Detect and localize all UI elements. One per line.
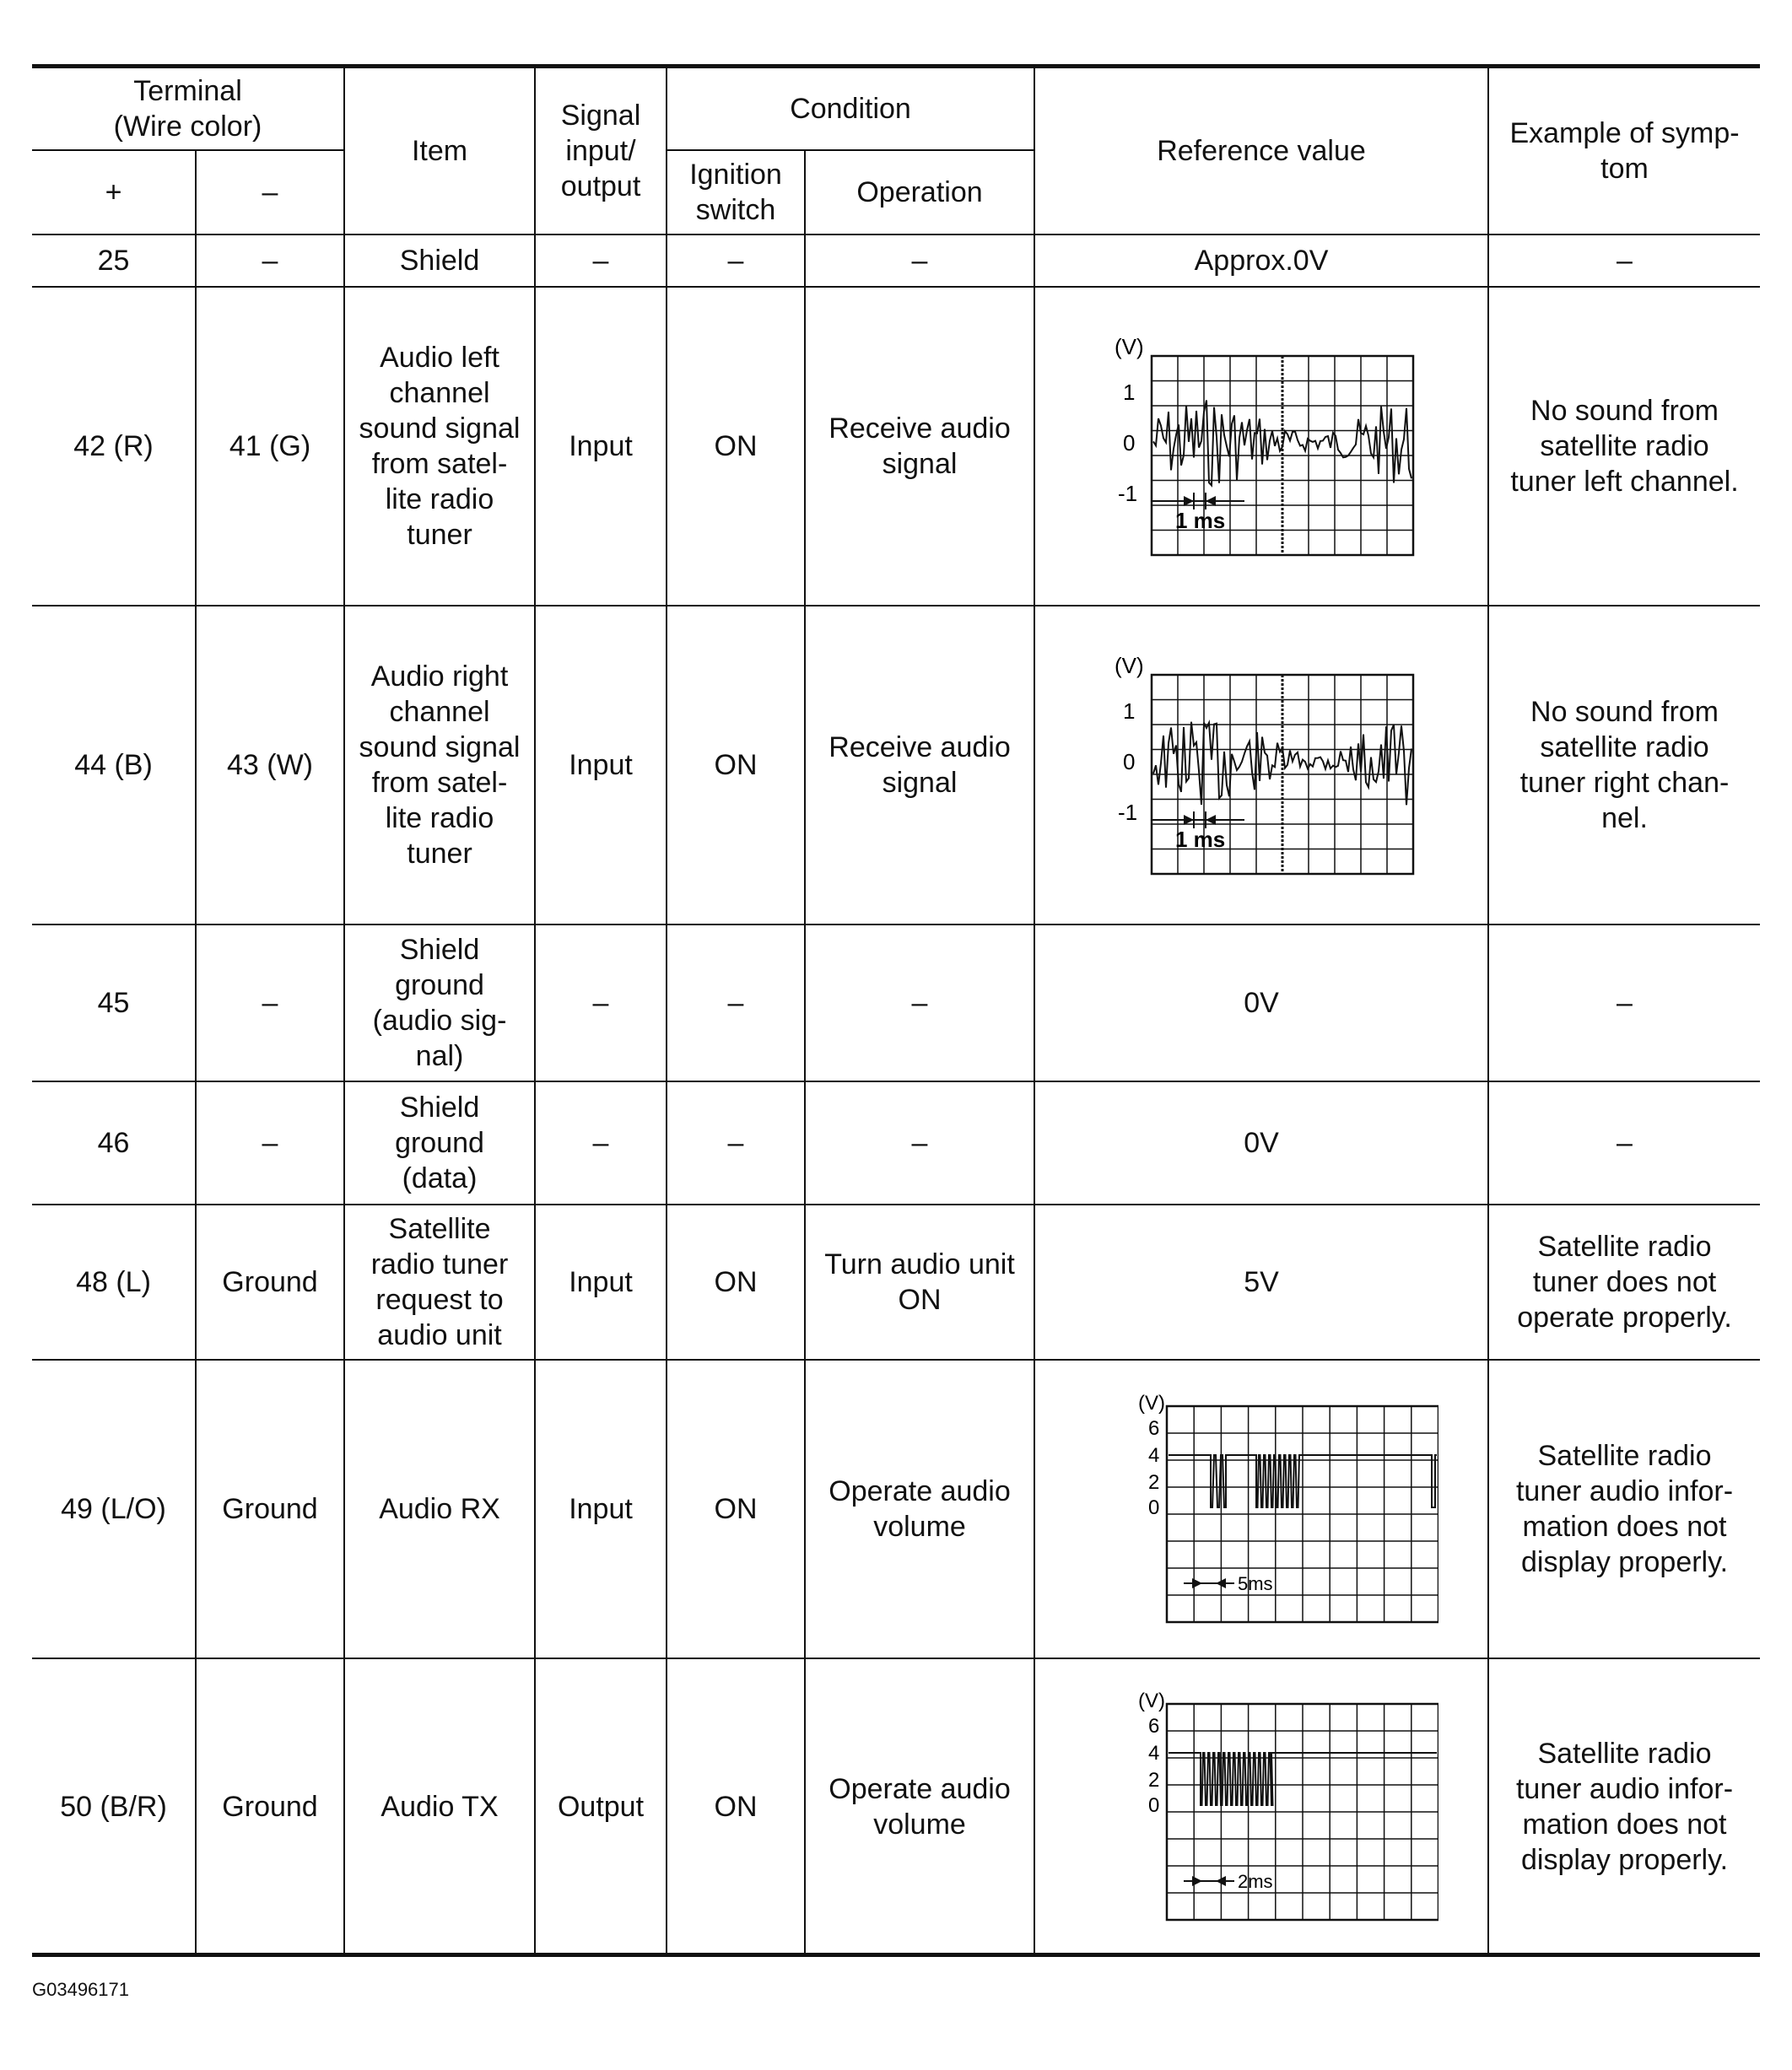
waveform-unit: (V) (1138, 1392, 1166, 1415)
cell-item: Satellite radio tuner request to audio unit (344, 1205, 535, 1360)
waveform-y-tick: 0 (1123, 430, 1136, 456)
cell-operation: Operate audio volume (805, 1360, 1034, 1658)
cell-io: Input (535, 1360, 667, 1658)
cell-reference-waveform (1034, 1360, 1488, 1658)
top-rule (32, 64, 1760, 68)
figure-id: G03496171 (32, 1979, 129, 2000)
cell-item: Shield ground (data) (344, 1081, 535, 1205)
cell-minus: – (196, 1081, 344, 1205)
cell-minus: – (196, 924, 344, 1081)
cell-operation: Operate audio volume (805, 1658, 1034, 1954)
cell-plus: 49 (L/O) (32, 1360, 196, 1658)
cell-symptom: – (1488, 924, 1760, 1081)
waveform-scale: 1 ms (1175, 508, 1226, 533)
table-row (32, 1205, 1760, 1360)
cell-io: Output (535, 1658, 667, 1954)
cell-reference: Approx.0V (1034, 234, 1488, 287)
cell-operation: – (805, 234, 1034, 287)
cell-operation: Turn audio unit ON (805, 1205, 1034, 1360)
waveform-y-tick: 6 (1148, 1417, 1160, 1440)
cell-minus: – (196, 234, 344, 287)
waveform-grid (1167, 1704, 1438, 1920)
cell-io: Input (535, 606, 667, 924)
cell-item: Shield (344, 234, 535, 287)
header-plus: + (32, 150, 196, 234)
cell-io: Input (535, 287, 667, 606)
header-example-of-symptom: Example of symp- tom (1488, 68, 1760, 234)
cell-reference: 5V (1034, 1205, 1488, 1360)
cell-reference-waveform (1034, 1658, 1488, 1954)
table-row (32, 924, 1760, 1081)
cell-reference: 0V (1034, 1081, 1488, 1205)
header-terminal: Terminal (Wire color) (32, 68, 344, 150)
waveform-y-tick: 2 (1148, 1768, 1160, 1792)
table-row (32, 1658, 1760, 1954)
cell-ignition: ON (667, 287, 805, 606)
header-reference-value: Reference value (1034, 68, 1488, 234)
bottom-rule (32, 1953, 1760, 1957)
cell-ignition: ON (667, 1205, 805, 1360)
cell-ignition: ON (667, 1360, 805, 1658)
waveform-y-tick: 0 (1148, 1496, 1160, 1519)
cell-reference: 0V (1034, 924, 1488, 1081)
waveform-grid (1167, 1406, 1438, 1622)
cell-plus: 45 (32, 924, 196, 1081)
cell-io: Input (535, 1205, 667, 1360)
waveform-y-tick: -1 (1118, 800, 1138, 825)
terminal-table-frame (32, 64, 1760, 1954)
waveform-y-tick: 0 (1123, 749, 1136, 774)
waveform-y-tick: 6 (1148, 1714, 1160, 1738)
cell-minus: Ground (196, 1205, 344, 1360)
cell-plus: 42 (R) (32, 287, 196, 606)
cell-ignition: – (667, 234, 805, 287)
cell-minus: Ground (196, 1360, 344, 1658)
waveform-unit: (V) (1115, 334, 1144, 359)
waveform-scale: 1 ms (1175, 827, 1226, 852)
cell-operation: – (805, 1081, 1034, 1205)
cell-ignition: ON (667, 1658, 805, 1954)
cell-plus: 46 (32, 1081, 196, 1205)
cell-item: Audio RX (344, 1360, 535, 1658)
table-row (32, 1081, 1760, 1205)
cell-ignition: – (667, 1081, 805, 1205)
cell-ignition: ON (667, 606, 805, 924)
header-signal-io: Signal input/ output (535, 68, 667, 234)
cell-item: Audio right channel sound signal from satel- lite radio tuner (344, 606, 535, 924)
cell-plus: 48 (L) (32, 1205, 196, 1360)
cell-item: Audio left channel sound signal from satel- lite radio tuner (344, 287, 535, 606)
waveform-unit: (V) (1115, 653, 1144, 678)
waveform-scale: 2ms (1238, 1870, 1273, 1892)
header-item: Item (344, 68, 535, 234)
waveform-audio-left (1084, 332, 1438, 560)
waveform-y-tick: -1 (1118, 481, 1138, 506)
cell-plus: 50 (B/R) (32, 1658, 196, 1954)
waveform-y-tick: 1 (1123, 380, 1136, 405)
cell-item: Audio TX (344, 1658, 535, 1954)
table-row (32, 234, 1760, 287)
cell-operation: Receive audio signal (805, 287, 1034, 606)
waveform-scale-marker (1184, 1876, 1234, 1886)
waveform-y-tick: 4 (1148, 1741, 1160, 1765)
cell-reference-waveform (1034, 287, 1488, 606)
header-minus: – (196, 150, 344, 234)
waveform-unit: (V) (1138, 1689, 1166, 1712)
waveform-audio-right (1084, 651, 1438, 879)
waveform-scale-marker (1184, 1578, 1234, 1588)
waveform-y-tick: 4 (1148, 1444, 1160, 1467)
cell-minus: 43 (W) (196, 606, 344, 924)
cell-item: Shield ground (audio sig- nal) (344, 924, 535, 1081)
cell-plus: 25 (32, 234, 196, 287)
header-ignition-switch: Ignition switch (667, 150, 805, 234)
cell-symptom: No sound from satellite radio tuner right chan- nel. (1488, 606, 1760, 924)
waveform-audio-rx (1084, 1391, 1438, 1627)
waveform-y-tick: 1 (1123, 698, 1136, 724)
waveform-scale: 5ms (1238, 1573, 1273, 1594)
cell-symptom: No sound from satellite radio tuner left channel. (1488, 287, 1760, 606)
cell-symptom: Satellite radio tuner audio infor- mation does not display properly. (1488, 1658, 1760, 1954)
table-row (32, 606, 1760, 924)
terminal-reference-table (32, 68, 1760, 1954)
waveform-y-tick: 0 (1148, 1793, 1160, 1817)
cell-symptom: Satellite radio tuner audio infor- mation does not display properly. (1488, 1360, 1760, 1658)
cell-minus: 41 (G) (196, 287, 344, 606)
header-operation: Operation (805, 150, 1034, 234)
cell-symptom: – (1488, 1081, 1760, 1205)
cell-operation: Receive audio signal (805, 606, 1034, 924)
waveform-y-tick: 2 (1148, 1471, 1160, 1494)
cell-minus: Ground (196, 1658, 344, 1954)
cell-plus: 44 (B) (32, 606, 196, 924)
cell-io: – (535, 234, 667, 287)
cell-io: – (535, 924, 667, 1081)
table-row (32, 287, 1760, 606)
cell-symptom: Satellite radio tuner does not operate properly. (1488, 1205, 1760, 1360)
cell-operation: – (805, 924, 1034, 1081)
cell-symptom: – (1488, 234, 1760, 287)
table-row (32, 1360, 1760, 1658)
header-condition: Condition (667, 68, 1034, 150)
cell-reference-waveform (1034, 606, 1488, 924)
cell-io: – (535, 1081, 667, 1205)
cell-ignition: – (667, 924, 805, 1081)
waveform-audio-tx (1084, 1689, 1438, 1925)
